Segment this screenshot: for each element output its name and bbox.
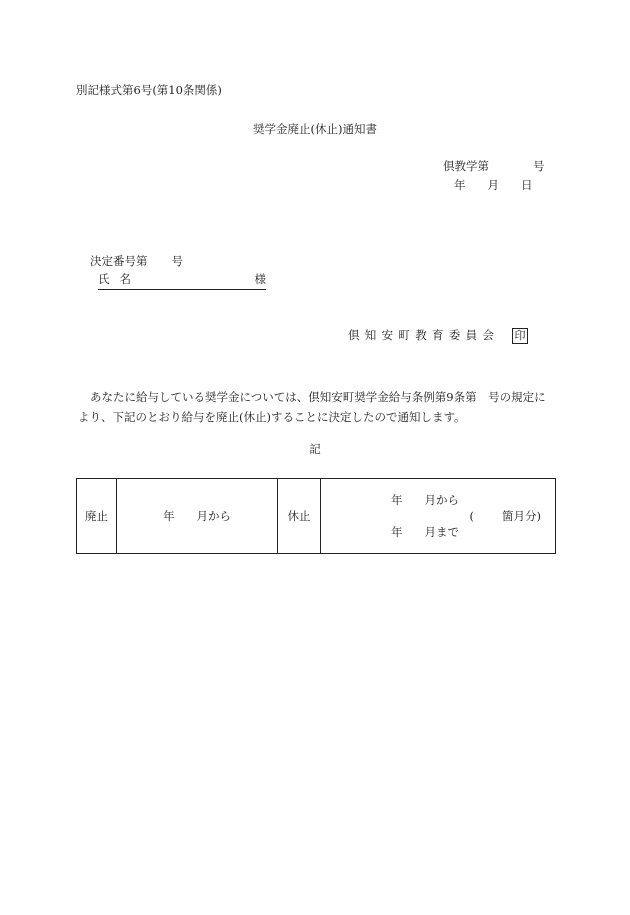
recipient-name-line bbox=[98, 274, 266, 290]
suspend-to-year: 年 bbox=[391, 525, 403, 539]
details-table bbox=[76, 478, 556, 554]
issuer-name: 倶知安町教育委員会 bbox=[348, 328, 500, 342]
suspend-to bbox=[391, 527, 459, 539]
date-year: 年 bbox=[454, 178, 466, 192]
date-month: 月 bbox=[487, 178, 499, 192]
seal-mark: 印 bbox=[512, 328, 528, 344]
table-row bbox=[77, 479, 556, 554]
notice-body: あなたに給与している奨学金については、倶知安町奨学金給与条例第9条第 号の規定により、下記のとおり給与を廃止(休止)することに決定したので通知します。 bbox=[78, 390, 546, 424]
recipient-name-label: 氏名 bbox=[98, 272, 141, 286]
abolish-label: 廃止 bbox=[77, 479, 117, 554]
decision-prefix: 決定番号第 bbox=[90, 254, 148, 268]
decision-suffix: 号 bbox=[171, 254, 183, 268]
recipient-honorific: 様 bbox=[254, 272, 266, 286]
suspend-months-count bbox=[470, 511, 542, 523]
document-number bbox=[443, 161, 545, 173]
months-close: 箇月分) bbox=[502, 509, 541, 523]
abolish-year: 年 bbox=[163, 509, 175, 523]
abolish-date-cell bbox=[117, 479, 278, 554]
suspend-to-month: 月まで bbox=[424, 525, 459, 539]
date-day: 日 bbox=[521, 178, 533, 192]
form-reference: 別記様式第6号(第10条関係) bbox=[76, 83, 222, 97]
document-number-prefix: 倶教学第 bbox=[443, 159, 489, 173]
suspend-period-cell bbox=[321, 479, 556, 554]
document-title: 奨学金廃止(休止)通知書 bbox=[253, 122, 377, 136]
suspend-label: 休止 bbox=[278, 479, 321, 554]
decision-number bbox=[90, 256, 183, 268]
suspend-from-month: 月から bbox=[424, 493, 459, 507]
document-number-suffix: 号 bbox=[533, 159, 545, 173]
abolish-month-from: 月から bbox=[196, 509, 231, 523]
suspend-from bbox=[391, 495, 459, 507]
ki-heading: 記 bbox=[309, 442, 321, 456]
suspend-from-year: 年 bbox=[391, 493, 403, 507]
document-date bbox=[454, 180, 533, 192]
months-open: ( bbox=[469, 509, 474, 523]
